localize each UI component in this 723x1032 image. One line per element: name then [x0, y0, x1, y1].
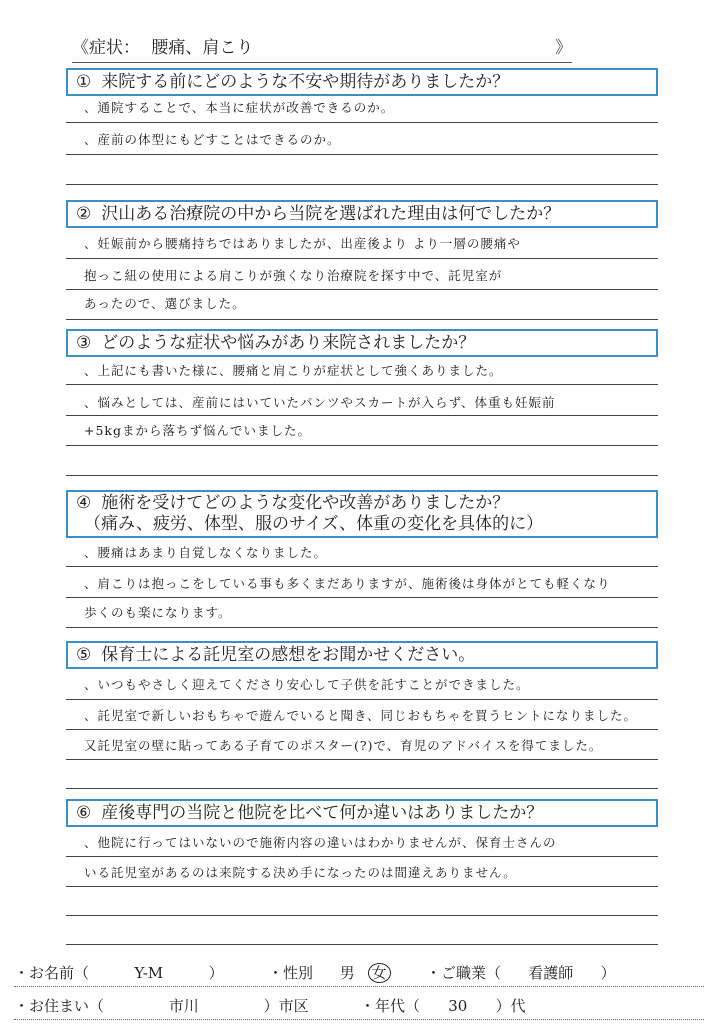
answer-5-2: 、託児室で新しいおもちゃで遊んでいると聞き、同じおもちゃを買うヒントになりました。	[84, 708, 638, 723]
age-field	[360, 995, 526, 1016]
answer-4-3: 歩くのも楽になります。	[84, 605, 232, 620]
age-value: 30	[448, 997, 468, 1015]
profile-rule	[14, 986, 704, 987]
answer-1-1: 、通院することで、本当に症状が改善できるのか。	[84, 100, 395, 115]
question-number: ⑥	[76, 803, 92, 823]
job-label: ・ご職業（	[426, 964, 502, 982]
answer-2-1: 、妊娠前から腰痛持ちではありましたが、出産後より より一層の腰痛や	[84, 236, 521, 251]
answer-4-1: 、腰痛はあまり自覚しなくなりました。	[84, 545, 328, 560]
symptom-close: 》	[555, 38, 572, 58]
address-suffix: ）市区	[263, 997, 309, 1015]
answer-rule	[66, 729, 658, 730]
age-label: ・年代（	[360, 997, 421, 1015]
answer-rule	[66, 258, 658, 259]
answer-rule	[66, 597, 658, 598]
symptom-label: 《症状：	[72, 38, 140, 58]
question-6	[66, 799, 658, 827]
address-value: 市川	[168, 997, 199, 1015]
answer-rule	[66, 788, 658, 789]
answer-3-2: 、悩みとしては、産前にはいていたパンツやスカートが入らず、体重も妊娠前	[84, 395, 556, 410]
name-close: ）	[208, 964, 224, 982]
question-number: ①	[76, 72, 92, 92]
name-label: ・お名前（	[14, 964, 90, 982]
question-text: 施術を受けてどのような変化や改善がありましたか？	[101, 493, 510, 513]
answer-rule	[66, 699, 658, 700]
answer-rule	[66, 445, 658, 446]
question-number: ④	[76, 493, 92, 513]
question-number: ⑤	[76, 645, 92, 665]
answer-3-1: 、上記にも書いた様に、腰痛と肩こりが症状として強くありました。	[84, 363, 503, 378]
job-field	[426, 962, 616, 983]
answer-rule	[66, 856, 658, 857]
answer-6-2: いる託児室があるのは来院する決め手になったのは間違えありません。	[84, 865, 517, 880]
age-suffix: ）代	[495, 997, 526, 1015]
answer-rule	[66, 384, 658, 385]
address-label: ・お住まい（	[14, 997, 105, 1015]
question-4	[66, 490, 658, 538]
answer-rule	[66, 566, 658, 567]
answer-5-1: 、いつもやさしく迎えてくださり安心して子供を託すことができました。	[84, 677, 530, 692]
answer-rule	[66, 415, 658, 416]
answer-rule	[66, 886, 658, 887]
question-1	[66, 68, 658, 96]
answer-rule	[66, 475, 658, 476]
gender-female-circled: 女	[368, 963, 391, 983]
gender-male: 男	[339, 964, 355, 982]
answer-3-3: +5kgまから落ちず悩んでいました。	[84, 423, 312, 438]
answer-4-2: 、肩こりは抱っこをしている事も多くまだありますが、施術後は身体がとても軽くなり	[84, 576, 611, 591]
answer-rule	[66, 154, 658, 155]
profile-rule	[14, 1019, 704, 1020]
answer-6-1: 、他院に行ってはいないので施術内容の違いはわかりませんが、保育士さんの	[84, 835, 557, 850]
answer-rule	[66, 944, 658, 945]
answer-2-3: あったので、選びました。	[84, 296, 246, 311]
answer-rule	[66, 319, 658, 320]
answer-rule	[66, 759, 658, 760]
question-2	[66, 200, 658, 228]
gender-field	[268, 962, 391, 983]
answer-rule	[66, 122, 658, 123]
question-text: 来院する前にどのような不安や期待がありましたか？	[101, 72, 510, 92]
question-text: 産後専門の当院と他院を比べて何か違いはありましたか？	[101, 803, 544, 823]
name-value: Y-M	[134, 964, 164, 982]
answer-rule	[66, 289, 658, 290]
answer-2-2: 抱っこ紐の使用による肩こりが強くなり治療院を探す中で、託児室が	[84, 268, 503, 283]
name-field	[14, 962, 224, 983]
question-5	[66, 641, 658, 669]
answer-rule	[66, 184, 658, 185]
answer-1-2: 、産前の体型にもどすことはできるのか。	[84, 132, 341, 147]
question-3	[66, 329, 658, 357]
question-text: 沢山ある治療院の中から当院を選ばれた理由は何でしたか？	[101, 204, 561, 224]
question-subtext: （痛み、疲労、体型、服のサイズ、体重の変化を具体的に）	[84, 514, 544, 534]
question-text: どのような症状や悩みがあり来院されましたか？	[101, 333, 476, 353]
job-value: 看護師	[528, 964, 574, 982]
answer-rule	[66, 915, 658, 916]
symptom-value: 腰痛、肩こり	[151, 38, 254, 58]
answer-rule	[66, 627, 658, 628]
question-number: ②	[76, 204, 92, 224]
symptom-line	[72, 34, 572, 63]
job-close: ）	[600, 964, 616, 982]
question-number: ③	[76, 333, 92, 353]
address-field	[14, 995, 309, 1016]
question-text: 保育士による託児室の感想をお聞かせください。	[101, 645, 476, 665]
gender-label: ・性別	[268, 964, 314, 982]
answer-5-3: 又託児室の壁に貼ってある子育てのポスター(?)で、育児のアドバイスを得てました。	[84, 738, 603, 753]
